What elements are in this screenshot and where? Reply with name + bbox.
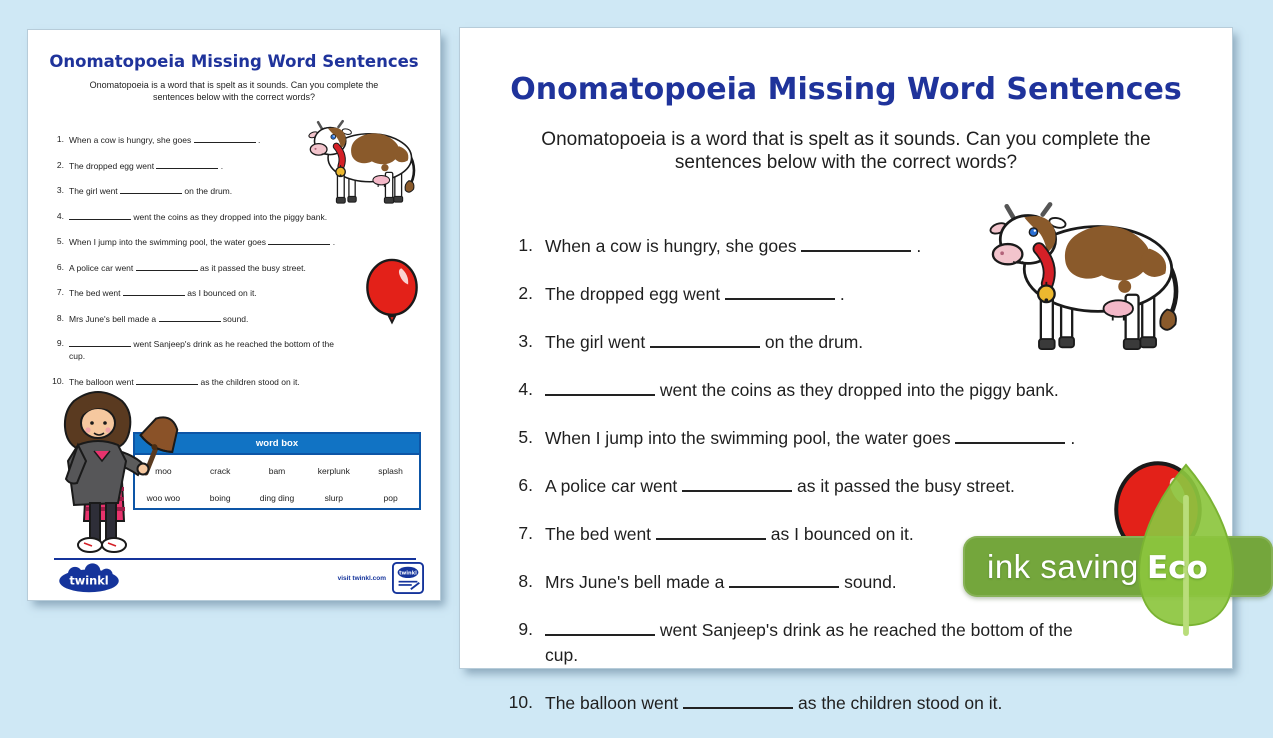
answer-blank: [120, 184, 182, 194]
worksheet-intro: [46, 80, 422, 103]
cow-illustration: [303, 116, 423, 212]
sentence-text: A police car went as it passed the busy street.: [69, 262, 306, 273]
sentence-text: went the coins as they dropped into the piggy bank.: [545, 377, 1059, 403]
sentence-item: [48, 337, 350, 362]
svg-text:twinkl: twinkl: [69, 573, 109, 588]
worksheet-page-small: [28, 30, 440, 600]
visit-twinkl-link[interactable]: visit twinkl.com: [337, 574, 386, 582]
word-box-word: woo woo: [146, 492, 181, 503]
answer-blank: [136, 261, 198, 271]
sentence-number: 3.: [56, 185, 64, 195]
intro-line-2: sentences below with the correct words?: [152, 91, 316, 102]
intro-line-1: Onomatopoeia is a word that is spelt as it sounds. Can you complete the: [541, 129, 1151, 150]
sentence-item: [505, 377, 1165, 403]
answer-blank: [69, 210, 131, 220]
word-box-word: kerplunk: [317, 465, 350, 476]
sentence-item: [505, 473, 1165, 499]
sentence-item: [505, 690, 1165, 716]
sentence-item: [48, 312, 396, 325]
sentence-text: The girl went on the drum.: [69, 186, 233, 196]
sentence-number: 1.: [518, 235, 533, 255]
sentence-number: 4.: [518, 379, 533, 399]
sentence-number: 6.: [518, 475, 533, 495]
word-box-word: slurp: [324, 492, 343, 503]
answer-blank: [650, 329, 760, 348]
sentence-text: The bed went as I bounced on it.: [545, 521, 914, 547]
sentence-text: The balloon went as the children stood on it.: [545, 690, 1002, 716]
cow-illustration: [980, 196, 1192, 364]
word-box-word: ding ding: [259, 492, 295, 503]
twinkl-logo: [56, 566, 122, 594]
sentence-number: 8.: [518, 571, 533, 591]
girl-ringing-bell-illustration: [46, 385, 178, 557]
sentence-text: When a cow is hungry, she goes .: [69, 135, 261, 145]
sentence-number: 8.: [56, 312, 64, 323]
sentence-number: 4.: [56, 210, 64, 221]
sentence-number: 10.: [508, 692, 533, 712]
sentence-number: 9.: [518, 619, 533, 639]
answer-blank: [955, 425, 1065, 444]
sentence-item: [505, 617, 1095, 668]
answer-blank: [136, 375, 198, 385]
eco-label: Eco: [1147, 550, 1208, 586]
answer-blank: [268, 235, 330, 245]
word-box-word: splash: [378, 465, 403, 476]
sentence-item: [48, 261, 396, 274]
sentence-text: went Sanjeep's drink as he reached the bottom of the cup.: [69, 339, 334, 361]
answer-blank: [545, 377, 655, 396]
word-box-word: moo: [155, 465, 172, 476]
sentence-number: 1.: [56, 134, 64, 144]
answer-blank: [729, 569, 839, 588]
answer-blank: [656, 521, 766, 540]
sentence-text: The dropped egg went .: [69, 160, 224, 171]
sentence-number: 2.: [518, 283, 533, 303]
intro-line-1: Onomatopoeia is a word that is spelt as it sounds. Can you complete the: [89, 80, 379, 90]
worksheet-title: Onomatopoeia Missing Word Sentences: [49, 52, 419, 71]
word-box-word: pop: [383, 492, 398, 503]
sentence-number: 5.: [518, 427, 533, 447]
twinkl-badge-logo: [392, 562, 424, 594]
sentence-text: When a cow is hungry, she goes .: [545, 233, 921, 259]
sentence-text: A police car went as it passed the busy street.: [545, 473, 1015, 499]
ink-saving-label: ink saving: [987, 548, 1139, 585]
answer-blank: [801, 233, 911, 252]
sentence-item: [505, 425, 1165, 451]
sentence-number: 6.: [56, 261, 64, 272]
sentence-number: 5.: [56, 236, 64, 246]
balloon-icon: [362, 258, 422, 330]
answer-blank: [159, 312, 221, 322]
answer-blank: [156, 159, 218, 169]
word-box-word: boing: [209, 492, 231, 503]
intro-line-2: sentences below with the correct words?: [674, 152, 1018, 173]
sentence-number: 3.: [518, 331, 533, 351]
sentence-text: When I jump into the swimming pool, the water goes .: [69, 237, 336, 247]
answer-blank: [123, 286, 185, 296]
sentence-text: went Sanjeep's drink as he reached the bottom of the cup.: [545, 617, 1095, 668]
footer-visit-area: [338, 562, 424, 594]
answer-blank: [725, 281, 835, 300]
sentence-text: Mrs June's bell made a sound.: [69, 313, 249, 324]
sentence-text: went the coins as they dropped into the piggy bank.: [69, 210, 327, 223]
answer-blank: [69, 337, 131, 347]
sentence-item: [48, 286, 396, 299]
sentence-number: 9.: [56, 338, 64, 348]
sentence-item: [48, 235, 396, 248]
sentence-text: The balloon went as the children stood on it.: [69, 376, 300, 387]
worksheet-title: Onomatopoeia Missing Word Sentences: [510, 72, 1182, 107]
sentence-number: 10.: [52, 375, 64, 386]
sentence-text: The girl went on the drum.: [545, 329, 863, 355]
footer-divider: [54, 558, 416, 560]
word-box-word: bam: [268, 465, 286, 476]
sentence-number: 7.: [56, 287, 64, 297]
svg-text:twinkl: twinkl: [399, 570, 417, 577]
sentence-text: The bed went as I bounced on it.: [69, 288, 257, 298]
sentence-text: Mrs June's bell made a sound.: [545, 569, 897, 595]
answer-blank: [545, 617, 655, 636]
eco-leaf-icon: [1128, 460, 1244, 636]
answer-blank: [682, 473, 792, 492]
word-box-word: crack: [210, 465, 231, 476]
sentence-number: 7.: [518, 523, 533, 543]
answer-blank: [683, 690, 793, 709]
sentence-number: 2.: [56, 159, 64, 170]
answer-blank: [194, 133, 256, 143]
worksheet-intro: [500, 128, 1192, 174]
sentence-text: When I jump into the swimming pool, the water goes .: [545, 425, 1075, 451]
word-box-header: word box: [135, 434, 419, 455]
sentence-text: The dropped egg went .: [545, 281, 845, 307]
